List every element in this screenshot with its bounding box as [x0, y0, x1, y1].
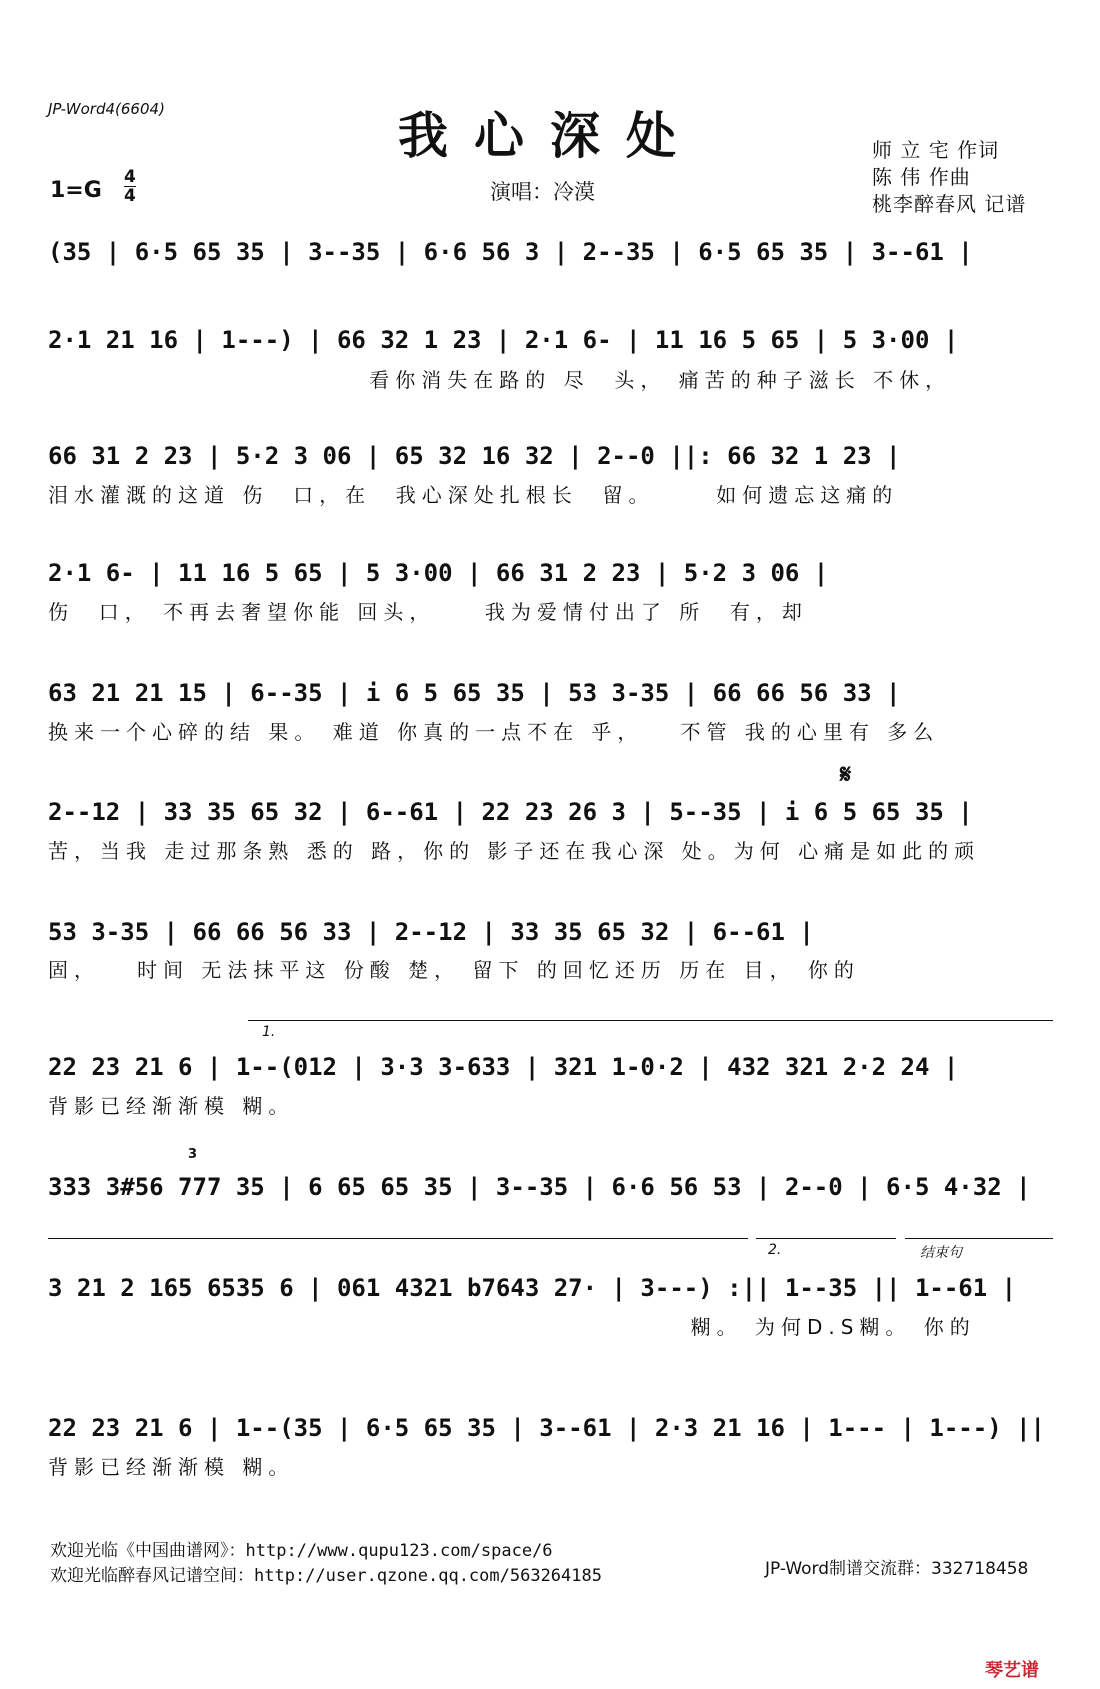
lyric-line-7: 固， 时间 无法抹平这 份酸 楚， 留下 的回忆还历 历在 目， 你的 [48, 958, 860, 982]
volta-1-bracket [248, 1020, 1053, 1021]
music-line-4: 2·1 6- | 11 16 5 65 | 5 3·00 | 66 31 2 23 | 5·2 3 06 | [48, 559, 829, 587]
ending-label: 结束句 [920, 1245, 962, 1261]
key-signature [50, 167, 136, 206]
lyricist: 师 立 宅 作词 [872, 138, 1000, 162]
music-line-6: 2--12 | 33 35 65 32 | 6--61 | 22 23 26 3 | 5--35 | i 6 5 65 35 | [48, 798, 973, 826]
volta-2-bracket [756, 1238, 896, 1239]
music-line-3: 66 31 2 23 | 5·2 3 06 | 65 32 16 32 | 2--0 ||: 66 32 1 23 | [48, 442, 901, 470]
music-line-11: 22 23 21 6 | 1--(35 | 6·5 65 35 | 3--61 | 2·3 21 16 | 1--- | 1---) || [48, 1414, 1045, 1442]
singer: 演唱：冷漠 [490, 180, 595, 204]
lyric-line-10: 糊。 为何D.S糊。 你的 [48, 1315, 976, 1339]
music-line-8: 22 23 21 6 | 1--(012 | 3·3 3-633 | 321 1-0·2 | 432 321 2·2 24 | [48, 1053, 959, 1081]
footer-link-2[interactable]: 欢迎光临醉春风记谱空间：http://user.qzone.qq.com/563264185 [50, 1566, 602, 1586]
key-label: 1=G [50, 178, 102, 203]
time-sig-bottom: 4 [124, 186, 136, 206]
music-line-2: 2·1 21 16 | 1---) | 66 32 1 23 | 2·1 6- | 11 16 5 65 | 5 3·00 | [48, 326, 959, 354]
triplet-mark: 3 [188, 1147, 198, 1162]
music-line-5: 63 21 21 15 | 6--35 | i 6 5 65 35 | 53 3-35 | 66 66 56 33 | [48, 679, 901, 707]
music-line-10: 3 21 2 165 6535 6 | 061 4321 b7643 27· | 3---) :|| 1--35 || 1--61 | [48, 1274, 1017, 1302]
footer-link-1[interactable]: 欢迎光临《中国曲谱网》：http://www.qupu123.com/space/6 [50, 1541, 553, 1561]
ending-bracket [905, 1238, 1053, 1239]
music-line-7: 53 3-35 | 66 66 56 33 | 2--12 | 33 35 65 32 | 6--61 | [48, 918, 814, 946]
lyric-line-3: 泪水灌溉的这道 伤 口，在 我心深处扎根长 留。 如何遗忘这痛的 [48, 483, 899, 507]
footer-group: JP-Word制谱交流群：332718458 [765, 1559, 1029, 1579]
lyric-line-11: 背影已经渐渐模 糊。 [48, 1455, 295, 1479]
song-title: 我心深处 [398, 106, 702, 165]
lyric-line-8: 背影已经渐渐模 糊。 [48, 1094, 295, 1118]
lyric-line-6: 苦，当我 走过那条熟 悉的 路，你的 影子还在我心深 处。为何 心痛是如此的顽 [48, 839, 981, 863]
composer: 陈 伟 作曲 [872, 165, 971, 189]
lyric-line-5: 换来一个心碎的结 果。 难道 你真的一点不在 乎， 不管 我的心里有 多么 [48, 720, 940, 744]
time-signature [124, 168, 136, 205]
transcriber: 桃李醉春风 记谱 [872, 192, 1027, 216]
lyric-line-4: 伤 口， 不再去奢望你能 回头， 我为爱情付出了 所 有，却 [48, 600, 808, 624]
segno-sign: 𝄋 [840, 760, 852, 790]
software-label: JP-Word4(6604) [48, 100, 165, 118]
music-line-1: (35 | 6·5 65 35 | 3--35 | 6·6 56 3 | 2--35 | 6·5 65 35 | 3--61 | [48, 238, 973, 266]
lyric-line-2: 看你消失在路的 尽 头， 痛苦的种子滋长 不休， [48, 368, 952, 392]
volta-1-label: 1. [262, 1024, 276, 1040]
time-sig-top: 4 [124, 167, 136, 187]
music-line-9: 333 3#56 777 35 | 6 65 65 35 | 3--35 | 6·6 56 53 | 2--0 | 6·5 4·32 | [48, 1173, 1031, 1201]
volta-1-continue [48, 1238, 748, 1239]
volta-2-label: 2. [768, 1242, 782, 1258]
brand-logo: 琴艺谱 [985, 1660, 1039, 1681]
